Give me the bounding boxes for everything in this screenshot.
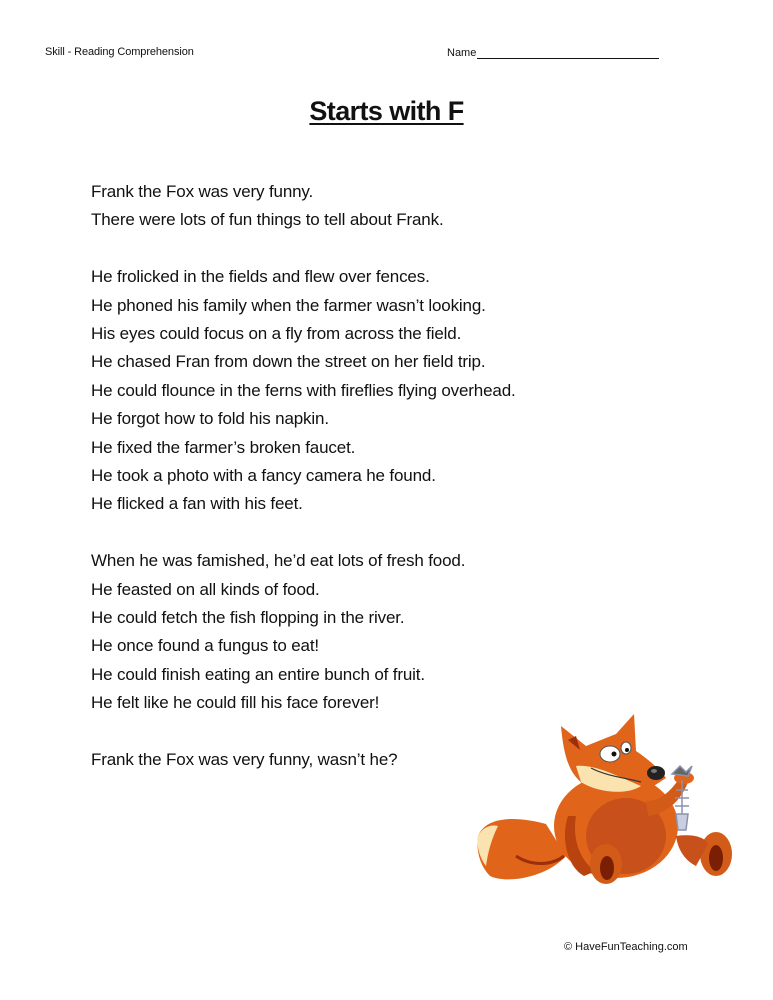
story-paragraph-4 xyxy=(91,746,516,774)
story-line: He could finish eating an entire bunch of fruit. xyxy=(91,664,425,684)
story-line: When he was famished, he’d eat lots of fresh food. xyxy=(91,551,466,571)
story-line: He felt like he could fill his face forever! xyxy=(91,693,380,713)
story-line: His eyes could focus on a fly from across the field. xyxy=(91,324,462,344)
story-paragraph-1 xyxy=(91,178,516,235)
story-line: Frank the Fox was very funny, wasn’t he? xyxy=(91,750,398,770)
story-line: He phoned his family when the farmer wasn’t looking. xyxy=(91,295,486,315)
name-label: Name xyxy=(447,47,477,59)
copyright-footer: © HaveFunTeaching.com xyxy=(564,941,688,953)
fox-with-fish-bone-icon xyxy=(476,706,736,886)
story-line: He feasted on all kinds of food. xyxy=(91,579,320,599)
story-line: He chased Fran from down the street on her field trip. xyxy=(91,352,486,372)
story-line: He frolicked in the fields and flew over fences. xyxy=(91,267,430,287)
story-line: There were lots of fun things to tell about Frank. xyxy=(91,210,444,230)
story-line: He could fetch the fish flopping in the river. xyxy=(91,608,405,628)
name-blank-line[interactable] xyxy=(477,46,659,59)
story-line: He took a photo with a fancy camera he found. xyxy=(91,466,436,486)
story-line: He forgot how to fold his napkin. xyxy=(91,409,329,429)
story-line: He fixed the farmer’s broken faucet. xyxy=(91,437,356,457)
story-text xyxy=(91,178,516,803)
story-paragraph-3 xyxy=(91,547,516,717)
name-field[interactable] xyxy=(447,46,659,59)
skill-label: Skill - Reading Comprehension xyxy=(45,46,194,58)
story-line: Frank the Fox was very funny. xyxy=(91,182,314,201)
story-line: He could flounce in the ferns with fireflies flying overhead. xyxy=(91,380,516,400)
story-paragraph-2 xyxy=(91,263,516,519)
story-line: He once found a fungus to eat! xyxy=(91,636,320,656)
story-line: He flicked a fan with his feet. xyxy=(91,494,303,514)
page-title: Starts with F xyxy=(309,96,464,126)
